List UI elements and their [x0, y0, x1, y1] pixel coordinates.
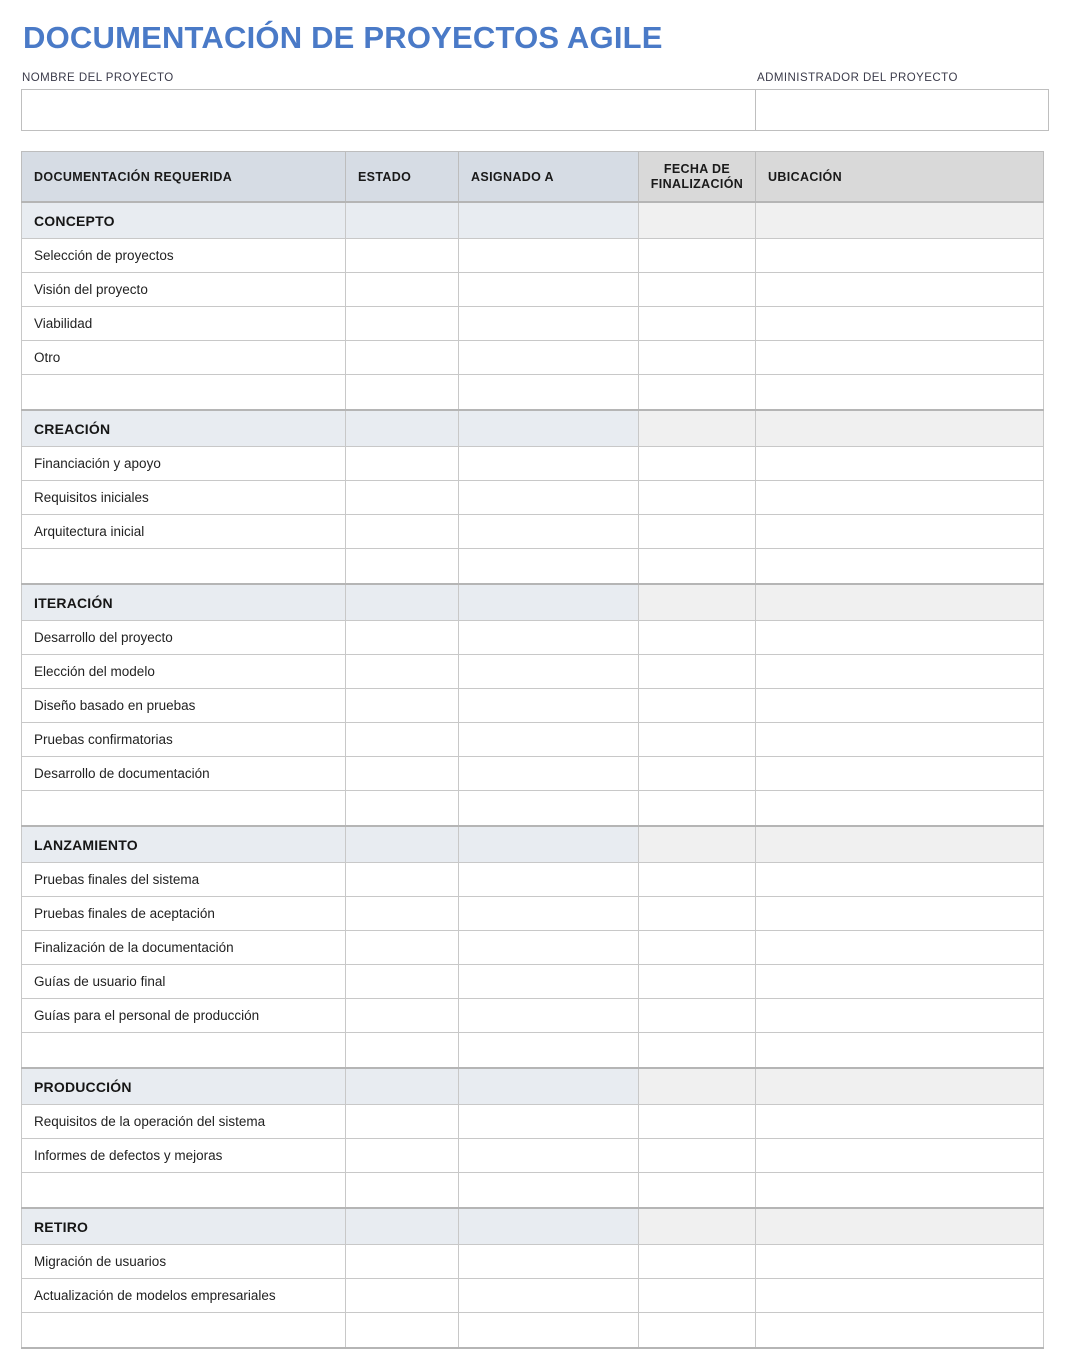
blank-cell-fecha[interactable] — [639, 1173, 756, 1209]
section-header-row — [22, 584, 1044, 621]
table-row — [22, 655, 1044, 689]
table-row — [22, 723, 1044, 757]
section-cell-estado[interactable] — [346, 1208, 459, 1245]
row-cell-ubicacion[interactable] — [756, 1245, 1044, 1279]
table-row — [22, 481, 1044, 515]
row-cell-estado[interactable] — [346, 689, 459, 723]
row-cell-asignado[interactable] — [459, 965, 639, 999]
row-cell-ubicacion[interactable] — [756, 999, 1044, 1033]
row-cell-fecha[interactable] — [639, 447, 756, 481]
row-cell-asignado[interactable] — [459, 1245, 639, 1279]
row-cell-asignado[interactable] — [459, 723, 639, 757]
blank-cell-ubicacion[interactable] — [756, 375, 1044, 411]
row-cell-ubicacion[interactable] — [756, 307, 1044, 341]
table-header-row — [22, 152, 1044, 203]
row-label: Guías de usuario final — [22, 965, 346, 999]
row-label: Selección de proyectos — [22, 239, 346, 273]
section-header-row — [22, 826, 1044, 863]
row-cell-ubicacion[interactable] — [756, 723, 1044, 757]
row-label: Informes de defectos y mejoras — [22, 1139, 346, 1173]
row-cell-estado[interactable] — [346, 515, 459, 549]
row-cell-ubicacion[interactable] — [756, 1105, 1044, 1139]
row-label: Financiación y apoyo — [22, 447, 346, 481]
blank-cell-fecha[interactable] — [639, 791, 756, 827]
blank-cell-documentacion[interactable] — [22, 1033, 346, 1069]
blank-cell-fecha[interactable] — [639, 1033, 756, 1069]
row-cell-fecha[interactable] — [639, 723, 756, 757]
section-cell-fecha[interactable] — [639, 826, 756, 863]
row-cell-asignado[interactable] — [459, 1279, 639, 1313]
section-cell-asignado[interactable] — [459, 826, 639, 863]
row-cell-estado[interactable] — [346, 273, 459, 307]
row-label: Desarrollo de documentación — [22, 757, 346, 791]
blank-cell-estado[interactable] — [346, 1033, 459, 1069]
row-cell-fecha[interactable] — [639, 1245, 756, 1279]
row-cell-ubicacion[interactable] — [756, 1279, 1044, 1313]
table-row — [22, 307, 1044, 341]
row-cell-fecha[interactable] — [639, 273, 756, 307]
row-cell-estado[interactable] — [346, 1245, 459, 1279]
blank-cell-ubicacion[interactable] — [756, 791, 1044, 827]
row-label: Pruebas finales del sistema — [22, 863, 346, 897]
row-cell-ubicacion[interactable] — [756, 621, 1044, 655]
row-cell-estado[interactable] — [346, 341, 459, 375]
section-cell-asignado[interactable] — [459, 1068, 639, 1105]
row-cell-asignado[interactable] — [459, 307, 639, 341]
section-cell-fecha[interactable] — [639, 584, 756, 621]
section-title: CONCEPTO — [22, 202, 346, 239]
row-cell-ubicacion[interactable] — [756, 447, 1044, 481]
blank-cell-ubicacion[interactable] — [756, 549, 1044, 585]
row-label: Migración de usuarios — [22, 1245, 346, 1279]
row-cell-fecha[interactable] — [639, 481, 756, 515]
section-cell-fecha[interactable] — [639, 1208, 756, 1245]
col-header-fecha: FECHA DE FINALIZACIÓN — [639, 152, 756, 203]
row-cell-estado[interactable] — [346, 481, 459, 515]
row-cell-fecha[interactable] — [639, 931, 756, 965]
section-cell-estado[interactable] — [346, 826, 459, 863]
section-title: PRODUCCIÓN — [22, 1068, 346, 1105]
table-body — [22, 202, 1044, 1348]
section-cell-asignado[interactable] — [459, 410, 639, 447]
table-row — [22, 897, 1044, 931]
row-cell-fecha[interactable] — [639, 307, 756, 341]
section-cell-ubicacion[interactable] — [756, 1208, 1044, 1245]
blank-cell-estado[interactable] — [346, 375, 459, 411]
row-cell-estado[interactable] — [346, 447, 459, 481]
row-label: Pruebas confirmatorias — [22, 723, 346, 757]
row-cell-asignado[interactable] — [459, 515, 639, 549]
row-cell-asignado[interactable] — [459, 239, 639, 273]
row-cell-asignado[interactable] — [459, 621, 639, 655]
row-label: Actualización de modelos empresariales — [22, 1279, 346, 1313]
row-cell-fecha[interactable] — [639, 1139, 756, 1173]
row-cell-estado[interactable] — [346, 1279, 459, 1313]
row-cell-estado[interactable] — [346, 757, 459, 791]
table-row — [22, 515, 1044, 549]
row-cell-asignado[interactable] — [459, 481, 639, 515]
row-cell-ubicacion[interactable] — [756, 273, 1044, 307]
section-title: CREACIÓN — [22, 410, 346, 447]
blank-cell-asignado[interactable] — [459, 549, 639, 585]
project-manager-input[interactable] — [756, 90, 1048, 130]
col-header-documentacion: DOCUMENTACIÓN REQUERIDA — [22, 152, 346, 203]
table-row-blank — [22, 1033, 1044, 1069]
section-cell-asignado[interactable] — [459, 584, 639, 621]
blank-cell-documentacion[interactable] — [22, 549, 346, 585]
row-cell-asignado[interactable] — [459, 999, 639, 1033]
section-cell-estado[interactable] — [346, 1068, 459, 1105]
row-cell-estado[interactable] — [346, 621, 459, 655]
row-cell-fecha[interactable] — [639, 897, 756, 931]
page-title: DOCUMENTACIÓN DE PROYECTOS AGILE — [23, 20, 663, 55]
row-cell-estado[interactable] — [346, 723, 459, 757]
row-label: Diseño basado en pruebas — [22, 689, 346, 723]
row-cell-ubicacion[interactable] — [756, 897, 1044, 931]
table-row — [22, 689, 1044, 723]
blank-cell-documentacion[interactable] — [22, 791, 346, 827]
section-cell-estado[interactable] — [346, 410, 459, 447]
row-cell-fecha[interactable] — [639, 1279, 756, 1313]
table-row — [22, 621, 1044, 655]
row-label: Visión del proyecto — [22, 273, 346, 307]
row-cell-asignado[interactable] — [459, 273, 639, 307]
col-header-asignado: ASIGNADO A — [459, 152, 639, 203]
blank-cell-documentacion[interactable] — [22, 1313, 346, 1349]
section-cell-ubicacion[interactable] — [756, 1068, 1044, 1105]
table-row-blank — [22, 791, 1044, 827]
blank-cell-estado[interactable] — [346, 1173, 459, 1209]
row-label: Desarrollo del proyecto — [22, 621, 346, 655]
row-cell-estado[interactable] — [346, 655, 459, 689]
table-row — [22, 273, 1044, 307]
row-label: Requisitos iniciales — [22, 481, 346, 515]
row-cell-ubicacion[interactable] — [756, 1139, 1044, 1173]
row-cell-asignado[interactable] — [459, 897, 639, 931]
row-cell-estado[interactable] — [346, 307, 459, 341]
meta-input-row — [21, 89, 1049, 131]
section-cell-fecha[interactable] — [639, 410, 756, 447]
blank-cell-asignado[interactable] — [459, 1173, 639, 1209]
blank-cell-ubicacion[interactable] — [756, 1033, 1044, 1069]
section-cell-asignado[interactable] — [459, 202, 639, 239]
row-cell-fecha[interactable] — [639, 515, 756, 549]
blank-cell-estado[interactable] — [346, 549, 459, 585]
row-label: Finalización de la documentación — [22, 931, 346, 965]
row-cell-asignado[interactable] — [459, 863, 639, 897]
table-row — [22, 999, 1044, 1033]
table-row-blank — [22, 375, 1044, 411]
row-cell-fecha[interactable] — [639, 757, 756, 791]
blank-cell-asignado[interactable] — [459, 375, 639, 411]
section-header-row — [22, 410, 1044, 447]
row-label: Guías para el personal de producción — [22, 999, 346, 1033]
row-cell-asignado[interactable] — [459, 757, 639, 791]
row-cell-fecha[interactable] — [639, 239, 756, 273]
blank-cell-documentacion[interactable] — [22, 1173, 346, 1209]
table-row — [22, 1105, 1044, 1139]
row-label: Elección del modelo — [22, 655, 346, 689]
table-row-blank — [22, 1313, 1044, 1349]
table-row — [22, 447, 1044, 481]
row-cell-ubicacion[interactable] — [756, 689, 1044, 723]
row-cell-ubicacion[interactable] — [756, 515, 1044, 549]
blank-cell-ubicacion[interactable] — [756, 1313, 1044, 1349]
blank-cell-fecha[interactable] — [639, 375, 756, 411]
section-cell-estado[interactable] — [346, 202, 459, 239]
col-header-ubicacion: UBICACIÓN — [756, 152, 1044, 203]
row-label: Otro — [22, 341, 346, 375]
row-cell-fecha[interactable] — [639, 341, 756, 375]
section-header-row — [22, 1208, 1044, 1245]
blank-cell-fecha[interactable] — [639, 1313, 756, 1349]
meta-labels-row — [21, 71, 1049, 89]
table-row-blank — [22, 1173, 1044, 1209]
project-name-label: NOMBRE DEL PROYECTO — [22, 72, 174, 84]
project-name-input[interactable] — [22, 90, 756, 130]
row-cell-estado[interactable] — [346, 965, 459, 999]
section-cell-fecha[interactable] — [639, 202, 756, 239]
row-cell-estado[interactable] — [346, 863, 459, 897]
section-title: LANZAMIENTO — [22, 826, 346, 863]
row-label: Viabilidad — [22, 307, 346, 341]
table-row — [22, 931, 1044, 965]
table-row — [22, 1245, 1044, 1279]
table-row — [22, 863, 1044, 897]
section-cell-estado[interactable] — [346, 584, 459, 621]
row-cell-ubicacion[interactable] — [756, 931, 1044, 965]
row-cell-asignado[interactable] — [459, 1139, 639, 1173]
table-row — [22, 965, 1044, 999]
row-cell-fecha[interactable] — [639, 1105, 756, 1139]
row-cell-fecha[interactable] — [639, 999, 756, 1033]
row-cell-estado[interactable] — [346, 1105, 459, 1139]
row-cell-fecha[interactable] — [639, 689, 756, 723]
row-cell-fecha[interactable] — [639, 655, 756, 689]
row-cell-fecha[interactable] — [639, 965, 756, 999]
row-cell-asignado[interactable] — [459, 931, 639, 965]
section-cell-fecha[interactable] — [639, 1068, 756, 1105]
blank-cell-asignado[interactable] — [459, 1033, 639, 1069]
project-manager-label: ADMINISTRADOR DEL PROYECTO — [757, 72, 958, 84]
blank-cell-documentacion[interactable] — [22, 375, 346, 411]
blank-cell-ubicacion[interactable] — [756, 1173, 1044, 1209]
blank-cell-estado[interactable] — [346, 1313, 459, 1349]
row-cell-estado[interactable] — [346, 931, 459, 965]
blank-cell-fecha[interactable] — [639, 549, 756, 585]
row-cell-ubicacion[interactable] — [756, 481, 1044, 515]
section-title: ITERACIÓN — [22, 584, 346, 621]
row-cell-ubicacion[interactable] — [756, 757, 1044, 791]
table-row — [22, 1139, 1044, 1173]
table-row — [22, 757, 1044, 791]
col-header-estado: ESTADO — [346, 152, 459, 203]
documentation-table — [21, 151, 1044, 1349]
row-cell-estado[interactable] — [346, 999, 459, 1033]
row-cell-estado[interactable] — [346, 239, 459, 273]
blank-cell-asignado[interactable] — [459, 1313, 639, 1349]
row-cell-ubicacion[interactable] — [756, 863, 1044, 897]
section-header-row — [22, 1068, 1044, 1105]
section-cell-ubicacion[interactable] — [756, 826, 1044, 863]
table-row — [22, 239, 1044, 273]
section-cell-ubicacion[interactable] — [756, 202, 1044, 239]
row-cell-estado[interactable] — [346, 1139, 459, 1173]
blank-cell-estado[interactable] — [346, 791, 459, 827]
row-cell-ubicacion[interactable] — [756, 655, 1044, 689]
blank-cell-asignado[interactable] — [459, 791, 639, 827]
row-cell-asignado[interactable] — [459, 655, 639, 689]
section-header-row — [22, 202, 1044, 239]
row-cell-ubicacion[interactable] — [756, 239, 1044, 273]
row-cell-asignado[interactable] — [459, 341, 639, 375]
section-cell-ubicacion[interactable] — [756, 410, 1044, 447]
row-cell-ubicacion[interactable] — [756, 341, 1044, 375]
row-cell-estado[interactable] — [346, 897, 459, 931]
row-cell-asignado[interactable] — [459, 1105, 639, 1139]
table-row-blank — [22, 549, 1044, 585]
section-cell-asignado[interactable] — [459, 1208, 639, 1245]
table-row — [22, 341, 1044, 375]
row-cell-asignado[interactable] — [459, 689, 639, 723]
table-row — [22, 1279, 1044, 1313]
row-cell-ubicacion[interactable] — [756, 965, 1044, 999]
row-cell-fecha[interactable] — [639, 621, 756, 655]
row-label: Pruebas finales de aceptación — [22, 897, 346, 931]
section-cell-ubicacion[interactable] — [756, 584, 1044, 621]
section-title: RETIRO — [22, 1208, 346, 1245]
row-label: Arquitectura inicial — [22, 515, 346, 549]
row-cell-asignado[interactable] — [459, 447, 639, 481]
row-label: Requisitos de la operación del sistema — [22, 1105, 346, 1139]
row-cell-fecha[interactable] — [639, 863, 756, 897]
